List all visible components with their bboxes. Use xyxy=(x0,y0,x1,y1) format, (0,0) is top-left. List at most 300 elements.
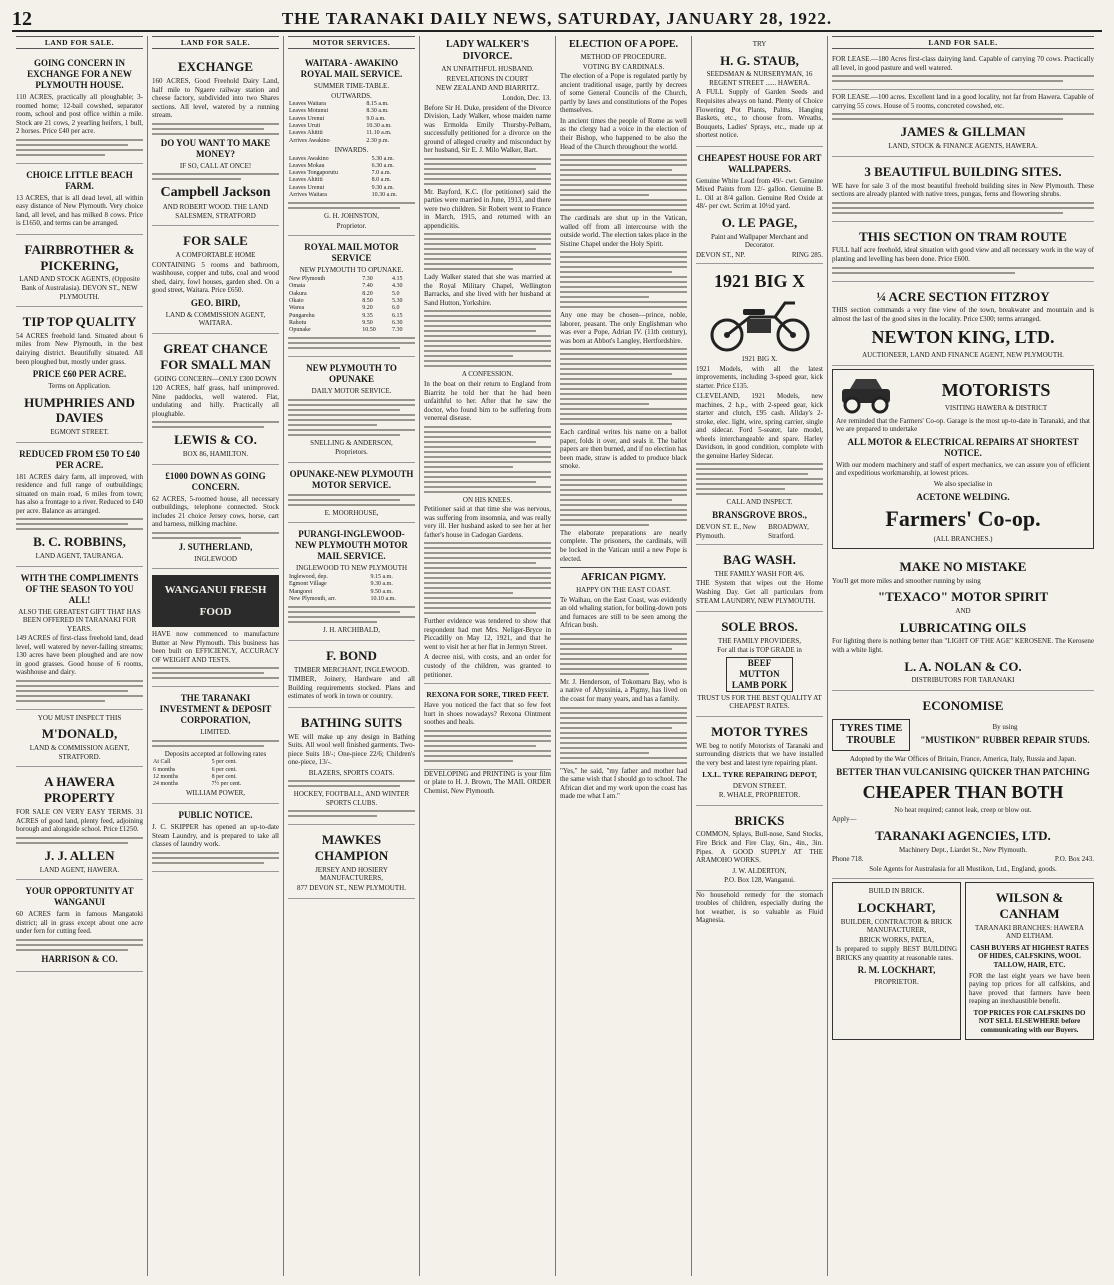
ad-reduced xyxy=(16,443,143,567)
article-paragraph: Each cardinal writes his name on a ballot paper, folds it over, and seals it. The ballot papers are then burned, and if no election has been made, straw is added to produce black smoke. xyxy=(560,428,687,471)
time: 9.50 xyxy=(362,319,373,326)
rate-term: 6 months xyxy=(153,766,176,773)
column-3 xyxy=(284,36,420,1276)
agent-name: Campbell Jackson xyxy=(160,185,271,201)
rate-term: 24 months xyxy=(153,781,179,788)
column-6 xyxy=(692,36,828,1276)
agent-name: J. J. ALLEN xyxy=(44,847,115,863)
ad-hawera-property xyxy=(16,767,143,880)
brand-name-2: LUBRICATING OILS xyxy=(899,619,1027,635)
page-number: 12 xyxy=(12,7,32,30)
ad-text: A FULL Supply of Garden Seeds and Requisites always on hand. Plenty of Choice Flowering Pot Plants, Palms, Hanging Baskets, etc., to choose from. Wreaths, Bouquets, Ladies' Sprays, etc., made up at shortest notice. xyxy=(696,88,823,140)
time: 9.0 a.m. xyxy=(366,115,386,122)
rates-table xyxy=(152,759,279,788)
agent-sub: LAND & COMMISSION AGENT, STRATFORD. xyxy=(29,744,130,761)
table-row xyxy=(288,596,415,603)
ad-text: FOR SALE ON VERY EASY TERMS. 31 ACRES of good land, plenty feed, adjoining borough and alongside school. Price £1250. xyxy=(16,808,143,834)
bottom-ads-row xyxy=(832,879,1094,1043)
article-paragraph: Before Sir H. Duke, president of the Divorce Division, Lady Walker, whose maiden name was Ermolda Emily Thursby-Pelham, successfully petitioned for a divorce on the ground of alleged cruelty and misconduct by her husband, Sir E. J. Milo Walker, Bart. xyxy=(424,103,551,155)
ad-title: PUBLIC NOTICE. xyxy=(178,810,253,821)
ad-agents: Sole Agents for Australasia for all Mustikon, Ltd., England, goods. xyxy=(869,864,1057,873)
time: 9.50 a.m. xyxy=(370,588,393,595)
ad-fairbrother xyxy=(16,235,143,307)
ad-sub: LIMITED. xyxy=(200,728,231,737)
agent-name: HUMPHRIES AND DAVIES xyxy=(24,394,135,426)
article-subhead: HAPPY ON THE EAST COAST. xyxy=(576,586,671,595)
ad-title: ECONOMISE xyxy=(922,697,1004,713)
table-row xyxy=(288,108,415,115)
ad-title: SOLE BROS. xyxy=(721,619,798,635)
ad-tram-route xyxy=(832,222,1094,282)
ad-question-2: IF SO, CALL AT ONCE! xyxy=(179,161,252,170)
agent-sub: TARANAKI BRANCHES: HAWERA AND ELTHAM. xyxy=(975,923,1084,941)
ad-for-lease-180 xyxy=(832,52,1094,90)
table-row xyxy=(288,589,415,596)
ad-title: ¼ ACRE SECTION FITZROY xyxy=(876,288,1050,304)
article-dateline: London, Dec. 13. xyxy=(502,93,551,102)
stop: Leaves Waitara xyxy=(289,101,326,108)
agent-name: NEWTON KING, LTD. xyxy=(871,327,1055,348)
stop: Rahotu xyxy=(289,319,307,326)
ad-text: J. C. SKIPPER has opened an up-to-date Steam Laundry, and is prepared to take all classes of laundry work. xyxy=(152,822,279,849)
rate-value: 5 per cent. xyxy=(211,759,237,766)
proprietor-label: Proprietors. xyxy=(335,448,368,457)
time: 8.20 xyxy=(362,290,373,297)
ad-box-number: P.O. Box 243. xyxy=(1054,855,1094,864)
ad-text: 110 ACRES, practically all ploughable; 3-roomed home; 12-bail cowshed, separator room, school and post office within a mile. Stock are 21 cows, 2 yearling heifers, 1 bull, 2 horses. Price £40 per acre. xyxy=(16,93,143,136)
ad-sole-bros xyxy=(696,612,823,717)
agent-sub: (ALL BRANCHES.) xyxy=(933,535,993,544)
ad-beach-farm xyxy=(16,164,143,235)
ad-title: WAITARA - AWAKINO ROYAL MAIL SERVICE. xyxy=(300,58,403,80)
proprietor-name: SNELLING & ANDERSON, xyxy=(310,438,393,447)
ad-text: Is prepared to supply BEST BUILDING BRICKS any quantity at reasonable rates. xyxy=(836,945,957,962)
agent-name: TARANAKI AGENCIES, LTD. xyxy=(875,827,1051,843)
ad-sub: VISITING HAWERA & DISTRICT xyxy=(944,404,1048,413)
article-subhead: METHOD OF PROCEDURE. xyxy=(580,53,667,62)
ad-np-opunake xyxy=(288,357,415,463)
ad-title: REDUCED FROM £50 TO £40 PER ACRE. xyxy=(19,448,140,470)
article-paragraph: Lady Walker stated that she was married at the Royal Military Chapel, Wellington Barracks, and she lived with her husband at Sand Hutton, Yorkshire. xyxy=(424,273,551,307)
stop: Leaves Urenui xyxy=(289,115,325,122)
agent-sub: LAND AGENT, HAWERA. xyxy=(39,865,120,874)
agent-name: GEO. BIRD, xyxy=(190,297,241,308)
agent-name: FAIRBROTHER & PICKERING, xyxy=(24,241,135,273)
stop: Leaves Mokau xyxy=(289,162,325,169)
table-row xyxy=(288,185,415,192)
ad-title: MAKE NO MISTAKE xyxy=(899,558,1027,574)
ad-opunake-np xyxy=(288,463,415,523)
time: 9.35 xyxy=(362,312,373,319)
table-row xyxy=(288,320,415,327)
ad-text: FOR LEASE.—180 Acres first-class dairying land. Capable of carrying 70 cows. Practically all level, in good pasture and well watered. xyxy=(832,55,1094,72)
ad-public-notice xyxy=(152,804,279,872)
table-row xyxy=(152,759,279,766)
ad-going-concern xyxy=(16,52,143,164)
agent-name: LOCKHART, xyxy=(857,899,936,915)
ad-text: 149 ACRES of first-class freehold land, dead level, well watered by never-failing streams; 130 acres have been ploughed and are now in good grasses. Good house of 6 rooms, washhouse and dairy. xyxy=(16,634,143,677)
image-caption: 1921 BIG X. xyxy=(741,355,778,364)
rate-term: At Call xyxy=(153,759,171,766)
stop: New Plymouth xyxy=(289,275,326,282)
stop: Oakura xyxy=(289,290,307,297)
ad-text: 60 ACRES farm in famous Mangatoki district; all in grass except about one acre under fern for cutting feed. xyxy=(16,910,143,936)
section-header: LAND FOR SALE. xyxy=(152,36,279,49)
column-4 xyxy=(420,36,556,1276)
agent-sub: Paint and Wallpaper Merchant and Decorator. xyxy=(711,232,808,250)
ad-title: MOTORISTS xyxy=(941,380,1051,401)
table-row xyxy=(288,283,415,290)
inwards-label: INWARDS. xyxy=(334,146,369,155)
agent-name: M'DONALD, xyxy=(41,726,118,742)
agent-sub: AUCTIONEER, LAND AND FINANCE AGENT, NEW PLYMOUTH. xyxy=(862,351,1064,360)
ad-sub: BETTER THAN VULCANISING QUICKER THAN PATCHING xyxy=(836,766,1090,777)
ad-sub: JERSEY AND HOSIERY MANUFACTURERS, xyxy=(315,865,388,883)
ad-royal-mail xyxy=(288,236,415,357)
table-row xyxy=(288,116,415,123)
rate-value: 8 per cent. xyxy=(211,773,237,780)
ad-address: P.O. Box 128, Wanganui. xyxy=(724,876,795,885)
ad-title: £1000 DOWN AS GOING CONCERN. xyxy=(165,470,266,492)
stop: Leaves Tongaporutu xyxy=(289,170,338,177)
article-paragraph: No household remedy for the stomach troubles of children, especially during the hot weather, is so valuable as Fluid Magnesia. xyxy=(696,890,823,925)
stop: Inglewood, dep. xyxy=(289,573,328,580)
article-headline: ELECTION OF A POPE. xyxy=(568,39,679,50)
ad-terms: Terms on Application. xyxy=(48,382,111,391)
ad-title: THE TARANAKI INVESTMENT & DEPOSIT CORPORATION, xyxy=(159,693,272,726)
ad-text: Are reminded that the Farmers' Co-op. Garage is the most up-to-date in Taranaki, and that we are prepared to undertake xyxy=(836,416,1090,434)
ad-text: HAVE now commenced to manufacture Butter at New Plymouth. This business has been built on EFFICIENCY, ACCURACY OF WEIGHT AND TESTS. xyxy=(152,630,279,664)
ad-title: YOUR OPPORTUNITY AT WANGANUI xyxy=(25,886,134,908)
ad-text: Adopted by the War Offices of Britain, France, America, Italy, Russia and Japan. xyxy=(849,755,1077,764)
timetable-purangi xyxy=(288,574,415,603)
time: 7.0 a.m. xyxy=(371,170,391,177)
table-row xyxy=(152,781,279,788)
ad-text: FULL half acre freehold, ideal situation with good view and all necessary work in the way of planting and levelling has been done. Price £600. xyxy=(832,246,1094,263)
stop: Leaves Motunui xyxy=(289,108,329,115)
article-paragraph: In the boat on their return to England from Biarritz he told her that he had been unfaithful to her. After that he saw the doctor, who found him to be suffering from venereal disease. xyxy=(424,380,551,423)
agent-name: L. A. NOLAN & CO. xyxy=(904,658,1022,674)
time: 10.30 a.m. xyxy=(371,192,397,199)
brand-name: "TEXACO" MOTOR SPIRIT xyxy=(877,589,1049,605)
column-5 xyxy=(556,36,692,1276)
ad-mawkes xyxy=(288,825,415,898)
ad-text: THE System that wipes out the Home Washing Day. Get all particulars from STEAM LAUNDRY, NEW PLYMOUTH. xyxy=(696,579,823,605)
time: 7.30 xyxy=(391,327,403,334)
table-row xyxy=(288,574,415,581)
stop: Arrives Awakino xyxy=(289,137,330,144)
ad-text: CASH BUYERS AT HIGHEST RATES OF HIDES, CALFSKINS, WOOL TALLOW, HAIR, ETC. xyxy=(970,943,1089,969)
rate-term: 12 months xyxy=(153,773,179,780)
ad-title: WITH THE COMPLIMENTS OF THE SEASON TO YOU ALL! xyxy=(20,572,139,605)
ad-sub-4: ACETONE WELDING. xyxy=(916,491,1010,502)
article-paragraph: Petitioner said at that time she was nervous, was suffering from insomnia, and was really very ill. Her husband asked to see her at her father's house in Cadogan Gardens. xyxy=(424,505,551,539)
timetable-royal-mail xyxy=(288,276,415,335)
table-row xyxy=(288,276,415,283)
ad-lockhart xyxy=(832,882,961,1040)
ad-compliments xyxy=(16,567,143,710)
ad-text: 1921 Models, with all the latest improvements, including 3-speed gear, kick starter. Price £135. xyxy=(696,364,823,390)
table-row xyxy=(288,581,415,588)
ad-title: OPUNAKE-NEW PLYMOUTH MOTOR SERVICE. xyxy=(289,468,414,490)
ad-title: EXCHANGE xyxy=(177,59,254,75)
agent-sub: EGMONT STREET. xyxy=(50,428,109,437)
ad-wilson-canham xyxy=(965,882,1094,1040)
ad-staub xyxy=(696,36,823,147)
table-row xyxy=(288,192,415,199)
article-headline: LADY WALKER'S DIVORCE. xyxy=(445,39,530,63)
column-1 xyxy=(12,36,148,1276)
ad-sub-3: We also specialise in xyxy=(933,479,993,488)
ad-purangi xyxy=(288,523,415,640)
ad-goods: BEEF MUTTON LAMB PORK xyxy=(726,657,793,692)
proprietor-name: J. H. ARCHIBALD, xyxy=(323,626,380,635)
ad-text: THIS section commands a very fine view of the town, breakwater and mountain and is almost the last of the good sites in the locality. Price £300; terms arranged. xyxy=(832,306,1094,323)
ad-address: DEVON ST. E., New Plymouth. xyxy=(696,522,757,540)
table-row xyxy=(288,123,415,130)
ad-phone: RING 285. xyxy=(791,250,823,259)
ad-text: WE beg to notify Motorists of Taranaki and surrounding districts that we have installed the very best and latest tyre repairing plant. xyxy=(696,741,823,767)
ad-great-chance xyxy=(152,334,279,465)
time: 9.30 a.m. xyxy=(371,184,394,191)
newspaper-title: THE TARANAKI DAILY NEWS, SATURDAY, JANUARY 28, 1922. xyxy=(281,9,833,28)
table-row xyxy=(288,305,415,312)
ad-title: YOU MUST INSPECT THIS xyxy=(37,713,122,722)
time: 6.15 xyxy=(391,312,403,319)
ad-phone: Phone 718. xyxy=(832,855,864,864)
ad-address: DEVON STREET. xyxy=(732,781,787,790)
time: 9.20 xyxy=(362,305,373,312)
time: 8.30 a.m. xyxy=(366,108,389,115)
article-paragraph: The election of a Pope is regulated partly by ancient traditional usage, partly by decrees of some General Councils of the Church, partly by laws and constitutions of the Popes themselves. xyxy=(560,72,687,115)
ad-title: FOR SALE xyxy=(183,233,248,249)
ad-address: DEVON ST., NP. xyxy=(696,250,746,259)
ad-for-sale-home xyxy=(152,226,279,334)
timetable-inwards xyxy=(288,156,415,200)
masthead xyxy=(12,8,1102,32)
agent-sub: SEEDSMAN & NURSERYMAN, 16 REGENT STREET ...... HAWERA. xyxy=(706,70,813,87)
ad-proprietor: R. WHALE, PROPRIETOR. xyxy=(718,791,801,800)
ad-question: DO YOU WANT TO MAKE MONEY? xyxy=(160,137,271,159)
agent-sub: DISTRIBUTORS FOR TARANAKI xyxy=(911,676,1015,685)
ad-going-concern-2 xyxy=(152,465,279,570)
ad-address-2: BROADWAY, Stratford. xyxy=(768,522,809,540)
ad-text: COMMON, Splays, Bull-nose, Sand Stocks, Fire Brick and Fire Clay, 6in., 4in., 3in. Pipes. A GOOD SUPPLY AT THE ARAMOHO WORKS. xyxy=(696,830,823,865)
ad-title: GREAT CHANCE FOR SMALL MAN xyxy=(160,340,271,372)
ad-waitara-awakino xyxy=(288,52,415,236)
ad-sub-2: HOCKEY, FOOTBALL, AND WINTER SPORTS CLUBS. xyxy=(293,790,410,807)
proprietor-label: Proprietor. xyxy=(336,221,367,230)
ad-sub: TIMBER MERCHANT, INGLEWOOD. xyxy=(294,665,409,674)
table-row xyxy=(288,177,415,184)
table-row xyxy=(288,313,415,320)
time: 4.15 xyxy=(391,275,403,282)
table-row xyxy=(288,327,415,334)
time: 10.10 a.m. xyxy=(370,595,396,602)
time: 11.10 a.m. xyxy=(366,130,392,137)
ad-big: CHEAPER THAN BOTH xyxy=(862,781,1064,802)
ad-text: Have you noticed the fact that so few feet hurt in shoes nowadays? Rexona Ointment soothes and heals. xyxy=(424,701,551,727)
agent-name: BRANSGROVE BROS., xyxy=(712,510,807,521)
time: 9.30 a.m. xyxy=(370,581,393,588)
stop: New Plymouth, arr. xyxy=(289,595,336,602)
proprietor-name: E. MOORHOUSE, xyxy=(324,508,379,517)
agent-name: B. C. ROBBINS, xyxy=(33,534,126,550)
ad-apply: Apply— xyxy=(832,815,857,824)
ad-address: 877 DEVON ST., NEW PLYMOUTH. xyxy=(297,884,406,893)
time: 8.0 a.m. xyxy=(371,177,391,184)
stop: Warea xyxy=(289,305,305,312)
section-header: MOTOR SERVICES. xyxy=(288,36,415,49)
proprietor-name: R. M. LOCKHART, xyxy=(857,965,936,976)
stop: Leaves Ahititi xyxy=(289,177,323,184)
agent-sub: LAND, STOCK & FINANCE AGENTS, HAWERA. xyxy=(888,142,1038,151)
ad-title: CHOICE LITTLE BEACH FARM. xyxy=(26,169,133,191)
ad-mdonald xyxy=(16,710,143,767)
ad-kicker: TRY xyxy=(752,40,767,48)
ad-sub: BLAZERS, SPORTS COATS. xyxy=(308,768,395,777)
stop: Pungarehu xyxy=(289,312,315,319)
stop: Leaves Uruti xyxy=(289,123,321,130)
article-paragraph: The elaborate preparations are nearly complete. The prisoners, the cardinals, will be locked in the Vatican until a new Pope is elected. xyxy=(560,528,687,563)
rates-title: Deposits accepted at following rates xyxy=(164,749,267,758)
ad-title: MOTOR TYRES xyxy=(711,723,808,739)
agent-sub: BUILDER, CONTRACTOR & BRICK MANUFACTURER, xyxy=(840,917,953,935)
article-subhead: AN UNFAITHFUL HUSBAND. xyxy=(441,65,534,74)
ad-bricks xyxy=(696,806,823,891)
outwards-label: OUTWARDS. xyxy=(331,91,372,100)
ad-for-lease-100 xyxy=(832,90,1094,156)
ad-text: WE will make up any design in Bathing Suits. All wool well finished garments. Two-piece Suits 18/-; One-piece 22/6; Children's one-piece, 13/-. xyxy=(288,732,415,767)
agent-name: WILSON & CANHAM xyxy=(995,890,1064,921)
time: 5.30 xyxy=(391,297,403,304)
ad-title: PURANGI-INGLEWOOD-NEW PLYMOUTH MOTOR MAIL SERVICE. xyxy=(295,529,408,562)
ad-sub-2: ALL MOTOR & ELECTRICAL REPAIRS AT SHORTEST NOTICE. xyxy=(847,436,1079,458)
ad-list: CLEVELAND, 1921 Models, new machines, 2 h.p., with 2-speed gear, kick starter and clutch, £95 cash. Allday's 2-stroke, elec. light, wire, spring carrier, single and sidecar. Ford 5-seater, late model, wheels interchangeable and spare. Harley Davidson, in good condition, complete with the genuine Harley Sidecar. xyxy=(696,392,823,460)
ad-building-sites xyxy=(832,157,1094,222)
time: 6.0 xyxy=(391,305,400,312)
ad-text-2: FOR the last eight years we have been paying top prices for all calfskins, and have proved that farmers have been reaping an inexhaustible benefit. xyxy=(969,971,1090,1006)
article-headline: AFRICAN PIGMY. xyxy=(581,572,666,584)
article-subhead: NEW ZEALAND AND BIARRITZ. xyxy=(436,84,539,93)
ad-text: 160 ACRES, Good Freehold Dairy Land, half mile to Ngaere railway station and cheese factory, subdivided into two Shares sections. All level, watered by a running stream. xyxy=(152,77,279,120)
agent-sub: INGLEWOOD xyxy=(194,554,237,563)
time: 5.30 a.m. xyxy=(371,155,394,162)
ad-and: AND xyxy=(955,607,971,616)
time: 5.0 xyxy=(391,290,400,297)
ad-text-2: For lighting there is nothing better than "LIGHT OF THE AGE" KEROSENE. The Kerosene with a white light. xyxy=(832,637,1094,654)
article-paragraph: The cardinals are shut up in the Vatican, walled off from all intercourse with the outside world. The election takes place in the Sistine Chapel under the Holy Spirit. xyxy=(560,214,687,248)
timetable-outwards xyxy=(288,101,415,145)
motorcycle-icon xyxy=(705,295,815,353)
ad-text: FOR LEASE.—100 acres. Excellent land in a good locality, not far from Hawera. Capable of carrying 55 cows. House of 5 rooms, concreted cowshed, etc. xyxy=(832,93,1094,110)
ad-text: 62 ACRES, 5-roomed house, all necessary outbuildings, telephone connected. Stock includes 21 choice Jersey cows, horse, cart and harness, milking machine. xyxy=(152,494,279,529)
agent-name: LEWIS & CO. xyxy=(174,432,257,448)
article-paragraph: A decree nisi, with costs, and an order for custody of the children, was granted to petitioner. xyxy=(424,653,551,679)
time: 7.40 xyxy=(362,283,373,290)
time: 10.50 xyxy=(362,327,376,334)
agent-name: J. SUTHERLAND, xyxy=(178,541,253,552)
article-paragraph: Further evidence was tendered to show that respondent had met Mrs. Neliger-Bryce in Piccadilly on May 12, 1921, and that he went to visit her at her flat in Jermyn Street. xyxy=(424,617,551,651)
ad-title: CHEAPEST HOUSE FOR ART WALLPAPERS. xyxy=(697,152,822,174)
ad-title: MAWKES CHAMPION xyxy=(314,832,389,864)
car-icon xyxy=(836,373,896,417)
ad-title: GOING CONCERN IN EXCHANGE FOR A NEW PLYMOUTH HOUSE. xyxy=(27,58,132,91)
ad-tip-top xyxy=(16,307,143,443)
table-row xyxy=(288,138,415,145)
ad-box: TYRES TIME TROUBLE xyxy=(832,719,910,751)
ad-text: 120 ACRES, half grass, half unimproved. Nine paddocks, well watered. Flat, undulating and hilly. Practically all ploughable. xyxy=(152,384,279,418)
table-row xyxy=(288,170,415,177)
agent-name: O. LE PAGE, xyxy=(721,214,798,230)
ad-investment-corp xyxy=(152,687,279,804)
stop: Mangorei xyxy=(289,588,313,595)
article-subhead: REVELATIONS IN COURT xyxy=(446,74,529,83)
article-subhead: VOTING BY CARDINALS. xyxy=(582,62,665,71)
ad-big-x xyxy=(696,264,823,545)
agent-sub: LAND & COMMISSION AGENT, WAITARA. xyxy=(165,310,266,328)
article-paragraph: Mr. Bayford, K.C. (for petitioner) said the parties were married in June, 1913, and there were two children. Sir Robert went to France in March, 1915, and returned with an appendicitis. xyxy=(424,187,551,230)
ad-title: BRICKS xyxy=(734,812,785,828)
ad-text-2: No heat required; cannot leak, creep or blow out. xyxy=(894,805,1032,814)
rate-value: 7½ per cent. xyxy=(211,781,242,788)
ad-fitzroy xyxy=(832,282,1094,366)
article-paragraph: Mr. J. Henderson, of Tokomaru Bay, who is a native of Abyssinia, a Pigmy, has lived on the coast for many years, and has a family. xyxy=(560,677,687,703)
table-row xyxy=(288,163,415,170)
agent-sub-2: BRICK WORKS, PATEA, xyxy=(859,935,934,944)
time: 6.30 xyxy=(391,319,403,326)
ad-sub: NEW PLYMOUTH TO OPUNAKE. xyxy=(299,266,404,275)
ad-sub: SUMMER TIME-TABLE. xyxy=(313,82,390,91)
ad-f-bond xyxy=(288,641,415,708)
proprietor-label: PROPRIETOR. xyxy=(874,978,919,987)
stop: Omata xyxy=(289,283,305,290)
ad-sub: THE FAMILY PROVIDERS, xyxy=(717,636,802,645)
ad-title: 3 BEAUTIFUL BUILDING SITES. xyxy=(864,163,1062,179)
time: 4.30 xyxy=(391,283,403,290)
time: 2.30 p.m. xyxy=(366,137,390,144)
agent-sub: LAND AND STOCK AGENTS, (Opposite Bank of Australasia). DEVON ST., NEW PLYMOUTH. xyxy=(19,275,140,301)
agent-name: H. G. STAUB, xyxy=(720,52,799,68)
agent-name: I.X.L. TYRE REPAIRING DEPOT, xyxy=(702,770,817,780)
stop: Leaves Urenui xyxy=(289,184,325,191)
time: 8.50 xyxy=(362,297,373,304)
ad-wallpapers xyxy=(696,147,823,265)
time: 9.15 a.m. xyxy=(370,573,393,580)
stop: Opunake xyxy=(289,327,311,334)
ad-sub: A COMFORTABLE HOME xyxy=(175,251,256,260)
ad-sub: GOING CONCERN—ONLY £300 DOWN xyxy=(154,374,277,383)
ad-title: A HAWERA PROPERTY xyxy=(43,774,116,806)
ad-bag-wash xyxy=(696,545,823,612)
ad-title: F. BOND xyxy=(326,647,377,663)
agent-sub: Machinery Dept., Liardet St., New Plymouth. xyxy=(899,845,1027,854)
article-paragraph: In ancient times the people of Rome as well as the clergy had a voice in the election of their Bishop, who happened to be also the Head of the Church throughout the world. xyxy=(560,116,687,151)
ad-exchange xyxy=(152,52,279,226)
ad-kicker: BUILD IN BRICK. xyxy=(868,887,925,896)
table-row xyxy=(288,101,415,108)
ad-title: 1921 BIG X xyxy=(713,271,805,292)
stop: Okato xyxy=(289,297,304,304)
agent-name: J. W. ALDERTON, xyxy=(732,866,787,875)
stop: Leaves Ahititi xyxy=(289,130,323,137)
ad-texaco xyxy=(832,552,1094,691)
column-7 xyxy=(828,36,1098,1276)
ad-text: Genuine White Lead from 49/- cwt. Genuine Mixed Paints from 12/- gallon. Genuine B. L. Oil at 8/4 gallon. Genuine Red Oxide at 48/- per cwt. Scrim at 10½d yard. xyxy=(696,176,823,211)
ad-motor-tyres xyxy=(696,717,823,806)
ad-title: BATHING SUITS xyxy=(300,714,403,730)
ad-sub: DAILY MOTOR SERVICE. xyxy=(311,387,392,396)
